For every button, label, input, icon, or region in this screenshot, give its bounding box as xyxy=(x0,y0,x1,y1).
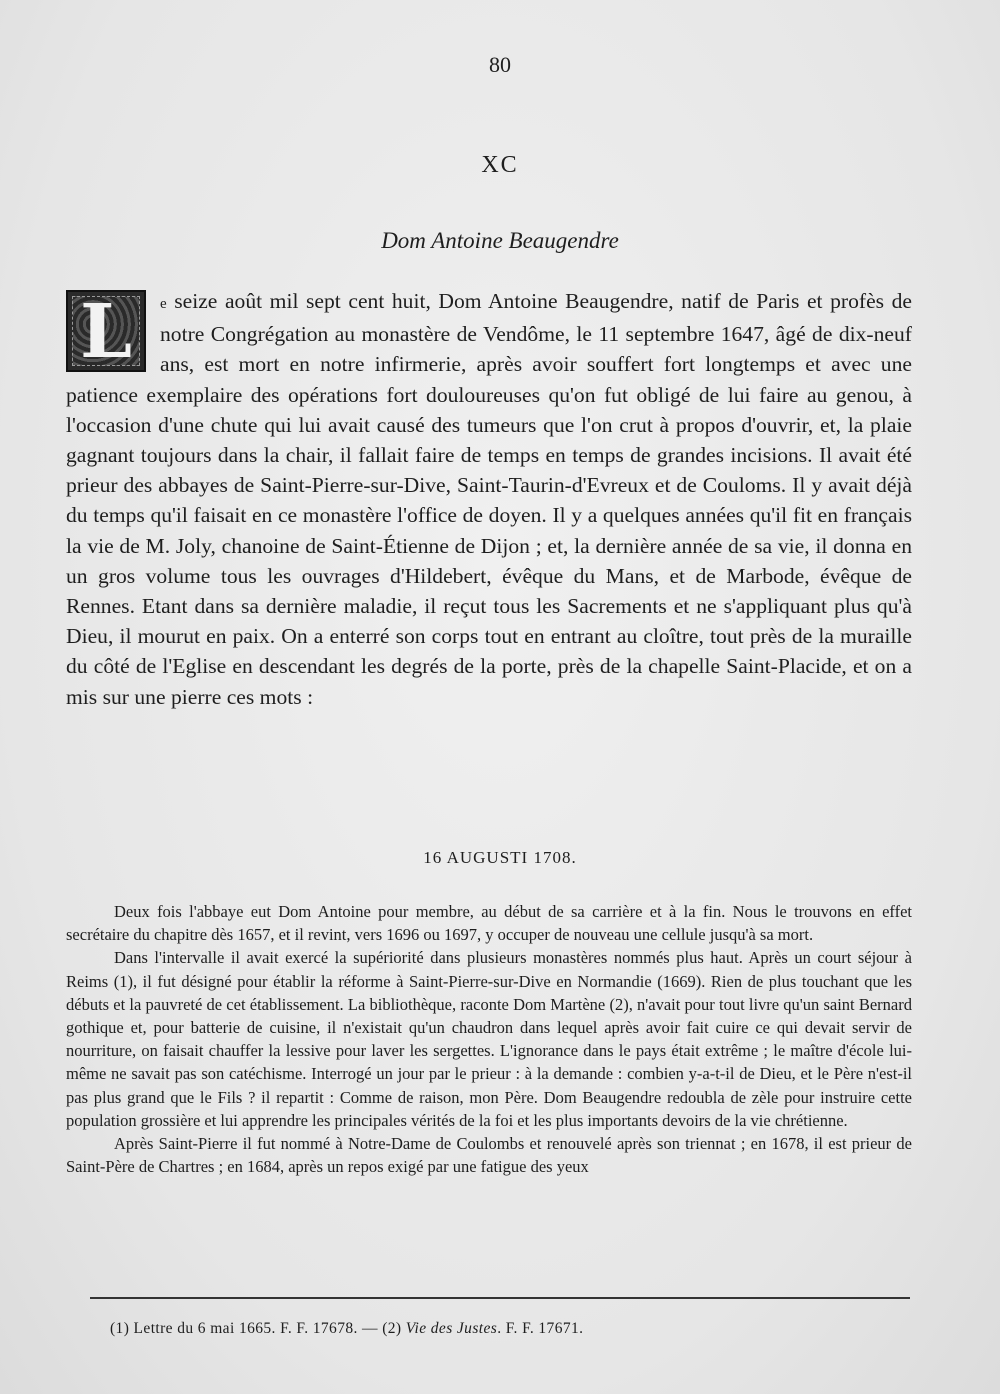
main-paragraph xyxy=(66,286,912,712)
footnote-divider xyxy=(90,1297,910,1299)
commentary-paragraph: Deux fois l'abbaye eut Dom Antoine pour membre, au début de sa carrière et à la fin. Nous le trouvons en effet secrétaire du chapitre dès 1657, et il revint, vers 1696 ou 1697, y occuper de nouveau une cellule jusqu'à sa mort. xyxy=(66,902,912,945)
ornamental-drop-cap xyxy=(66,290,146,372)
inscription: 16 AUGUSTI 1708. xyxy=(423,848,577,867)
footnote-2-rest: . F. F. 17671. xyxy=(497,1320,584,1337)
commentary-paragraph: Dans l'intervalle il avait exercé la supériorité dans plusieurs monastères nommés plus haut. Après un court séjour à Reims (1), il fut désigné pour établir la réforme à Saint-Pierre-sur-Dive en Normandie (1669). Rien de plus touchant que les débuts et la pauvreté de cet établissement. La bibliothèque, raconte Dom Martène (2), n'avait pour tout livre qu'un saint Bernard gothique et, pour batterie de cuisine, il n'existait qu'un chaudron dans lequel après avoir fait cuire ce qui devait servir de nourriture, on faisait chauffer la lessive pour laver les sergettes. L'ignorance dans le pays était extrême ; le maître d'école lui-même ne savait pas son catéchisme. Interrogé un jour par le prieur : à la demande : combien y-a-t-il de Dieu, et le Père n'est-il pas plus grand que le Fils ? il repartit : Comme de raison, mon Père. Dom Beaugendre redoubla de zèle pour instruire cette population grossière et lui apprendre les principales vérités de la foi et les plus importants devoirs de la vie chrétienne. xyxy=(66,948,912,1130)
chapter-numeral: XC xyxy=(481,152,519,178)
footnote-2-title: Vie des Justes xyxy=(405,1320,498,1337)
footnotes xyxy=(110,1320,910,1338)
first-word-rest: e xyxy=(160,296,167,312)
commentary-paragraph: Après Saint-Pierre il fut nommé à Notre-Dame de Coulombs et renouvelé après son triennat ; en 1678, il est prieur de Saint-Père de Chartres ; en 1684, après un repos exigé par une fatigue des yeux xyxy=(66,1134,912,1177)
main-text xyxy=(66,286,912,712)
main-body: seize août mil sept cent huit, Dom Antoine Beaugendre, natif de Paris et profès de notre Congrégation au monastère de Vendôme, le 11 septembre 1647, âgé de dix-neuf ans, est mort en notre infirmerie, après avoir souffert fort longtemps et avec une patience exemplaire des opérations fort douloureuses qu'on fut obligé de lui faire au genou, à l'occasion d'une chute qui lui avait causé des tumeurs que l'on crut à propos d'ouvrir, et, la plaie gagnant toujours dans la chair, il fallait faire de temps en temps de grandes incisions. Il avait été prieur des abbayes de Saint-Pierre-sur-Dive, Saint-Taurin-d'Evreux et de Couloms. Il y avait déjà du temps qu'il faisait en ce monastère l'office de doyen. Il y a quelques années qu'il fit en français la vie de M. Joly, chanoine de Saint-Étienne de Dijon ; et, la dernière année de sa vie, il donna en un gros volume tous les ouvrages d'Hildebert, évêque du Mans, et de Marbode, évêque de Rennes. Etant dans sa dernière maladie, il reçut tous les Sacrements et ne s'appliquant plus qu'à Dieu, il mourut en paix. On a enterré son corps tout en entrant au cloître, tout près de la muraille du côté de l'Eglise en descendant les degrés de la porte, près de la chapelle Saint-Placide, et on a mis sur une pierre ces mots : xyxy=(66,289,912,709)
entry-title: Dom Antoine Beaugendre xyxy=(381,228,619,253)
page-number: 80 xyxy=(489,52,511,77)
commentary xyxy=(66,900,912,1178)
footnote-1: (1) Lettre du 6 mai 1665. F. F. 17678. — (2) xyxy=(110,1320,406,1337)
drop-cap-letter: L xyxy=(79,290,133,372)
